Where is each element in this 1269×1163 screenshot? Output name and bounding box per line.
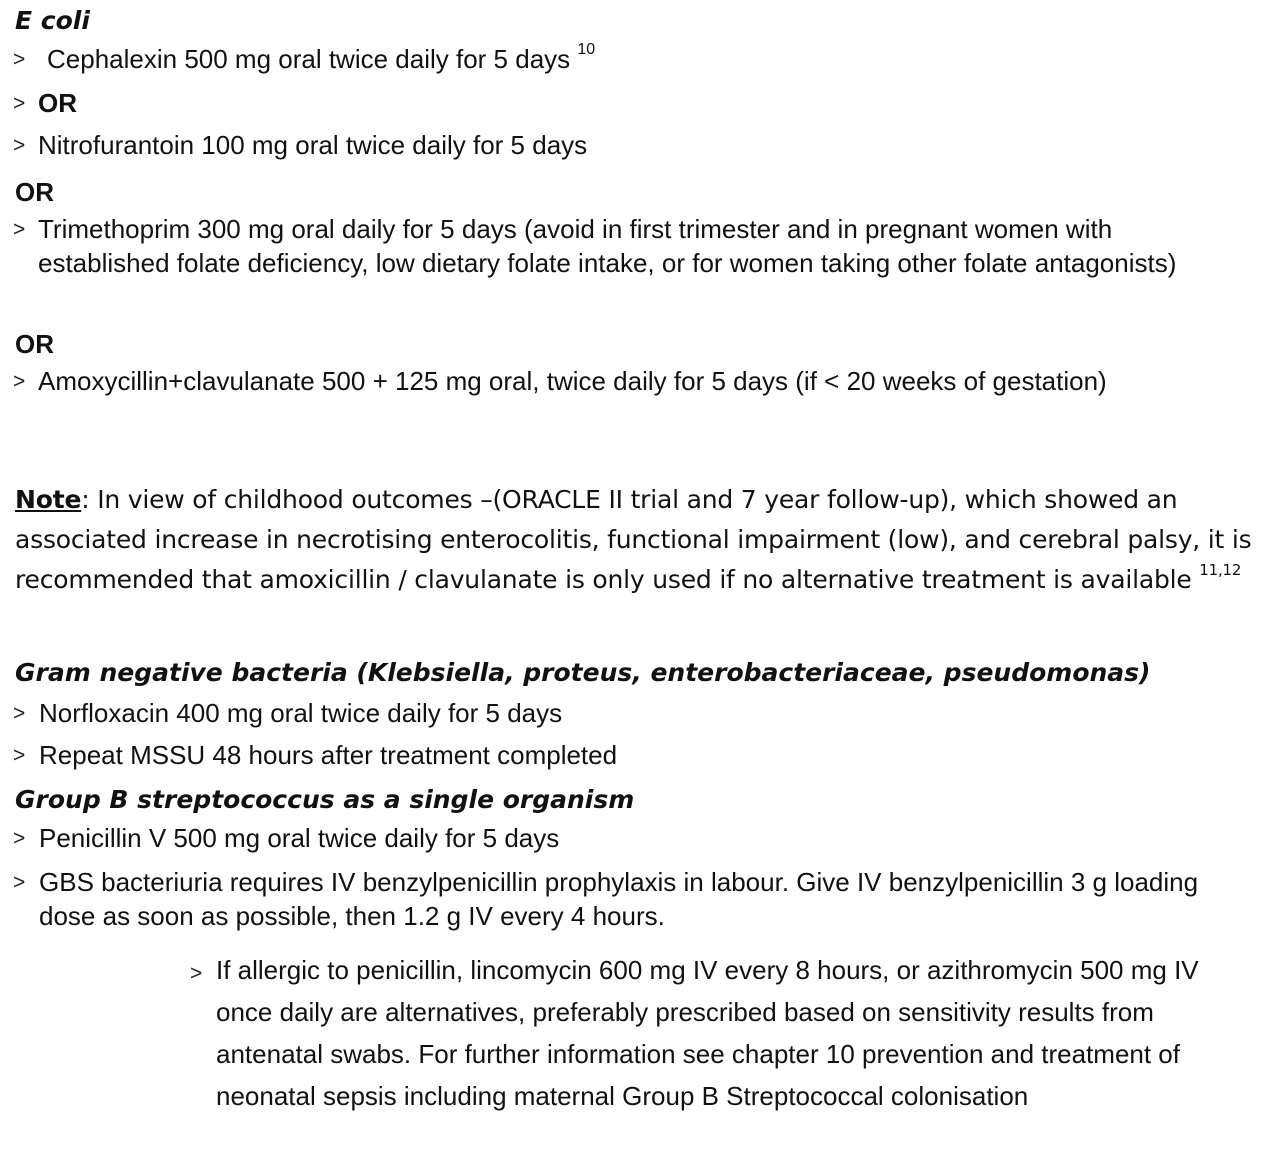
amoxycillin-text: Amoxycillin+clavulanate 500 + 125 mg oral, twice daily for 5 days (if < 20 weeks of gestation) bbox=[38, 366, 1107, 396]
nitrofurantoin-text: Nitrofurantoin 100 mg oral twice daily for 5 days bbox=[38, 130, 588, 160]
gbs-bacteriuria-text: GBS bacteriuria requires IV benzylpenicillin prophylaxis in labour. Give IV benzylpenicillin 3 g loading dose as soon as possible, then 1.2 g IV every 4 hours. bbox=[39, 867, 1199, 931]
penicillin-allergy-text: If allergic to penicillin, lincomycin 600 mg IV every 8 hours, or azithromycin 500 mg IV once daily are alternatives, preferably prescribed based on sensitivity results from antenatal swabs. For further information see chapter 10 prevention and treatment of neonatal sepsis including maternal Group B Streptococcal colonisation bbox=[216, 955, 1199, 1111]
list-item-amoxycillin bbox=[13, 364, 1253, 398]
note-paragraph bbox=[15, 480, 1255, 600]
gram-negative-heading: Gram negative bacteria (Klebsiella, proteus, enterobacteriaceae, pseudomonas) bbox=[15, 658, 1151, 687]
list-item-gbs-bacteriuria bbox=[13, 865, 1258, 933]
bullet-chevron-icon: > bbox=[13, 370, 26, 393]
bullet-chevron-icon: > bbox=[13, 827, 26, 850]
note-label: Note bbox=[15, 485, 82, 514]
list-item-nitrofurantoin bbox=[13, 128, 1253, 162]
bullet-chevron-icon: > bbox=[13, 92, 26, 115]
bullet-chevron-icon: > bbox=[190, 962, 203, 985]
list-item-or bbox=[13, 86, 1253, 120]
cephalexin-text: Cephalexin 500 mg oral twice daily for 5 days bbox=[47, 44, 571, 74]
gbs-heading: Group B streptococcus as a single organism bbox=[15, 785, 635, 814]
list-item-penicillin-allergy bbox=[190, 949, 1230, 1117]
penicillin-v-text: Penicillin V 500 mg oral twice daily for 5 days bbox=[39, 823, 560, 853]
list-item-penicillin-v bbox=[13, 821, 1253, 855]
bullet-chevron-icon: > bbox=[13, 702, 26, 725]
note-text: : In view of childhood outcomes –(ORACLE II trial and 7 year follow-up), which showed an associated increase in necrotising enterocolitis, functional impairment (low), and cerebral palsy, it is recommended that amoxicillin / clavulanate is only used if no alternative treatment is available bbox=[15, 485, 1252, 594]
bullet-chevron-icon: > bbox=[13, 48, 26, 71]
list-item-trimethoprim bbox=[13, 212, 1253, 280]
bullet-chevron-icon: > bbox=[13, 744, 26, 767]
or-separator: OR bbox=[15, 329, 54, 359]
reference-superscript: 10 bbox=[577, 41, 596, 59]
reference-superscript: 11,12 bbox=[1199, 560, 1242, 579]
or-text: OR bbox=[38, 88, 77, 118]
repeat-mssu-text: Repeat MSSU 48 hours after treatment completed bbox=[39, 740, 618, 770]
trimethoprim-text: Trimethoprim 300 mg oral daily for 5 days (avoid in first trimester and in pregnant women with established folate deficiency, low dietary folate intake, or for women taking other folate antagonists) bbox=[38, 214, 1177, 278]
bullet-chevron-icon: > bbox=[13, 871, 26, 894]
bullet-chevron-icon: > bbox=[13, 218, 26, 241]
list-item-cephalexin bbox=[13, 42, 1253, 76]
norfloxacin-text: Norfloxacin 400 mg oral twice daily for 5 days bbox=[39, 698, 563, 728]
bullet-chevron-icon: > bbox=[13, 134, 26, 157]
list-item-repeat-mssu bbox=[13, 738, 1253, 772]
or-separator: OR bbox=[15, 177, 54, 207]
ecoli-heading: E coli bbox=[15, 6, 90, 35]
list-item-norfloxacin bbox=[13, 696, 1253, 730]
